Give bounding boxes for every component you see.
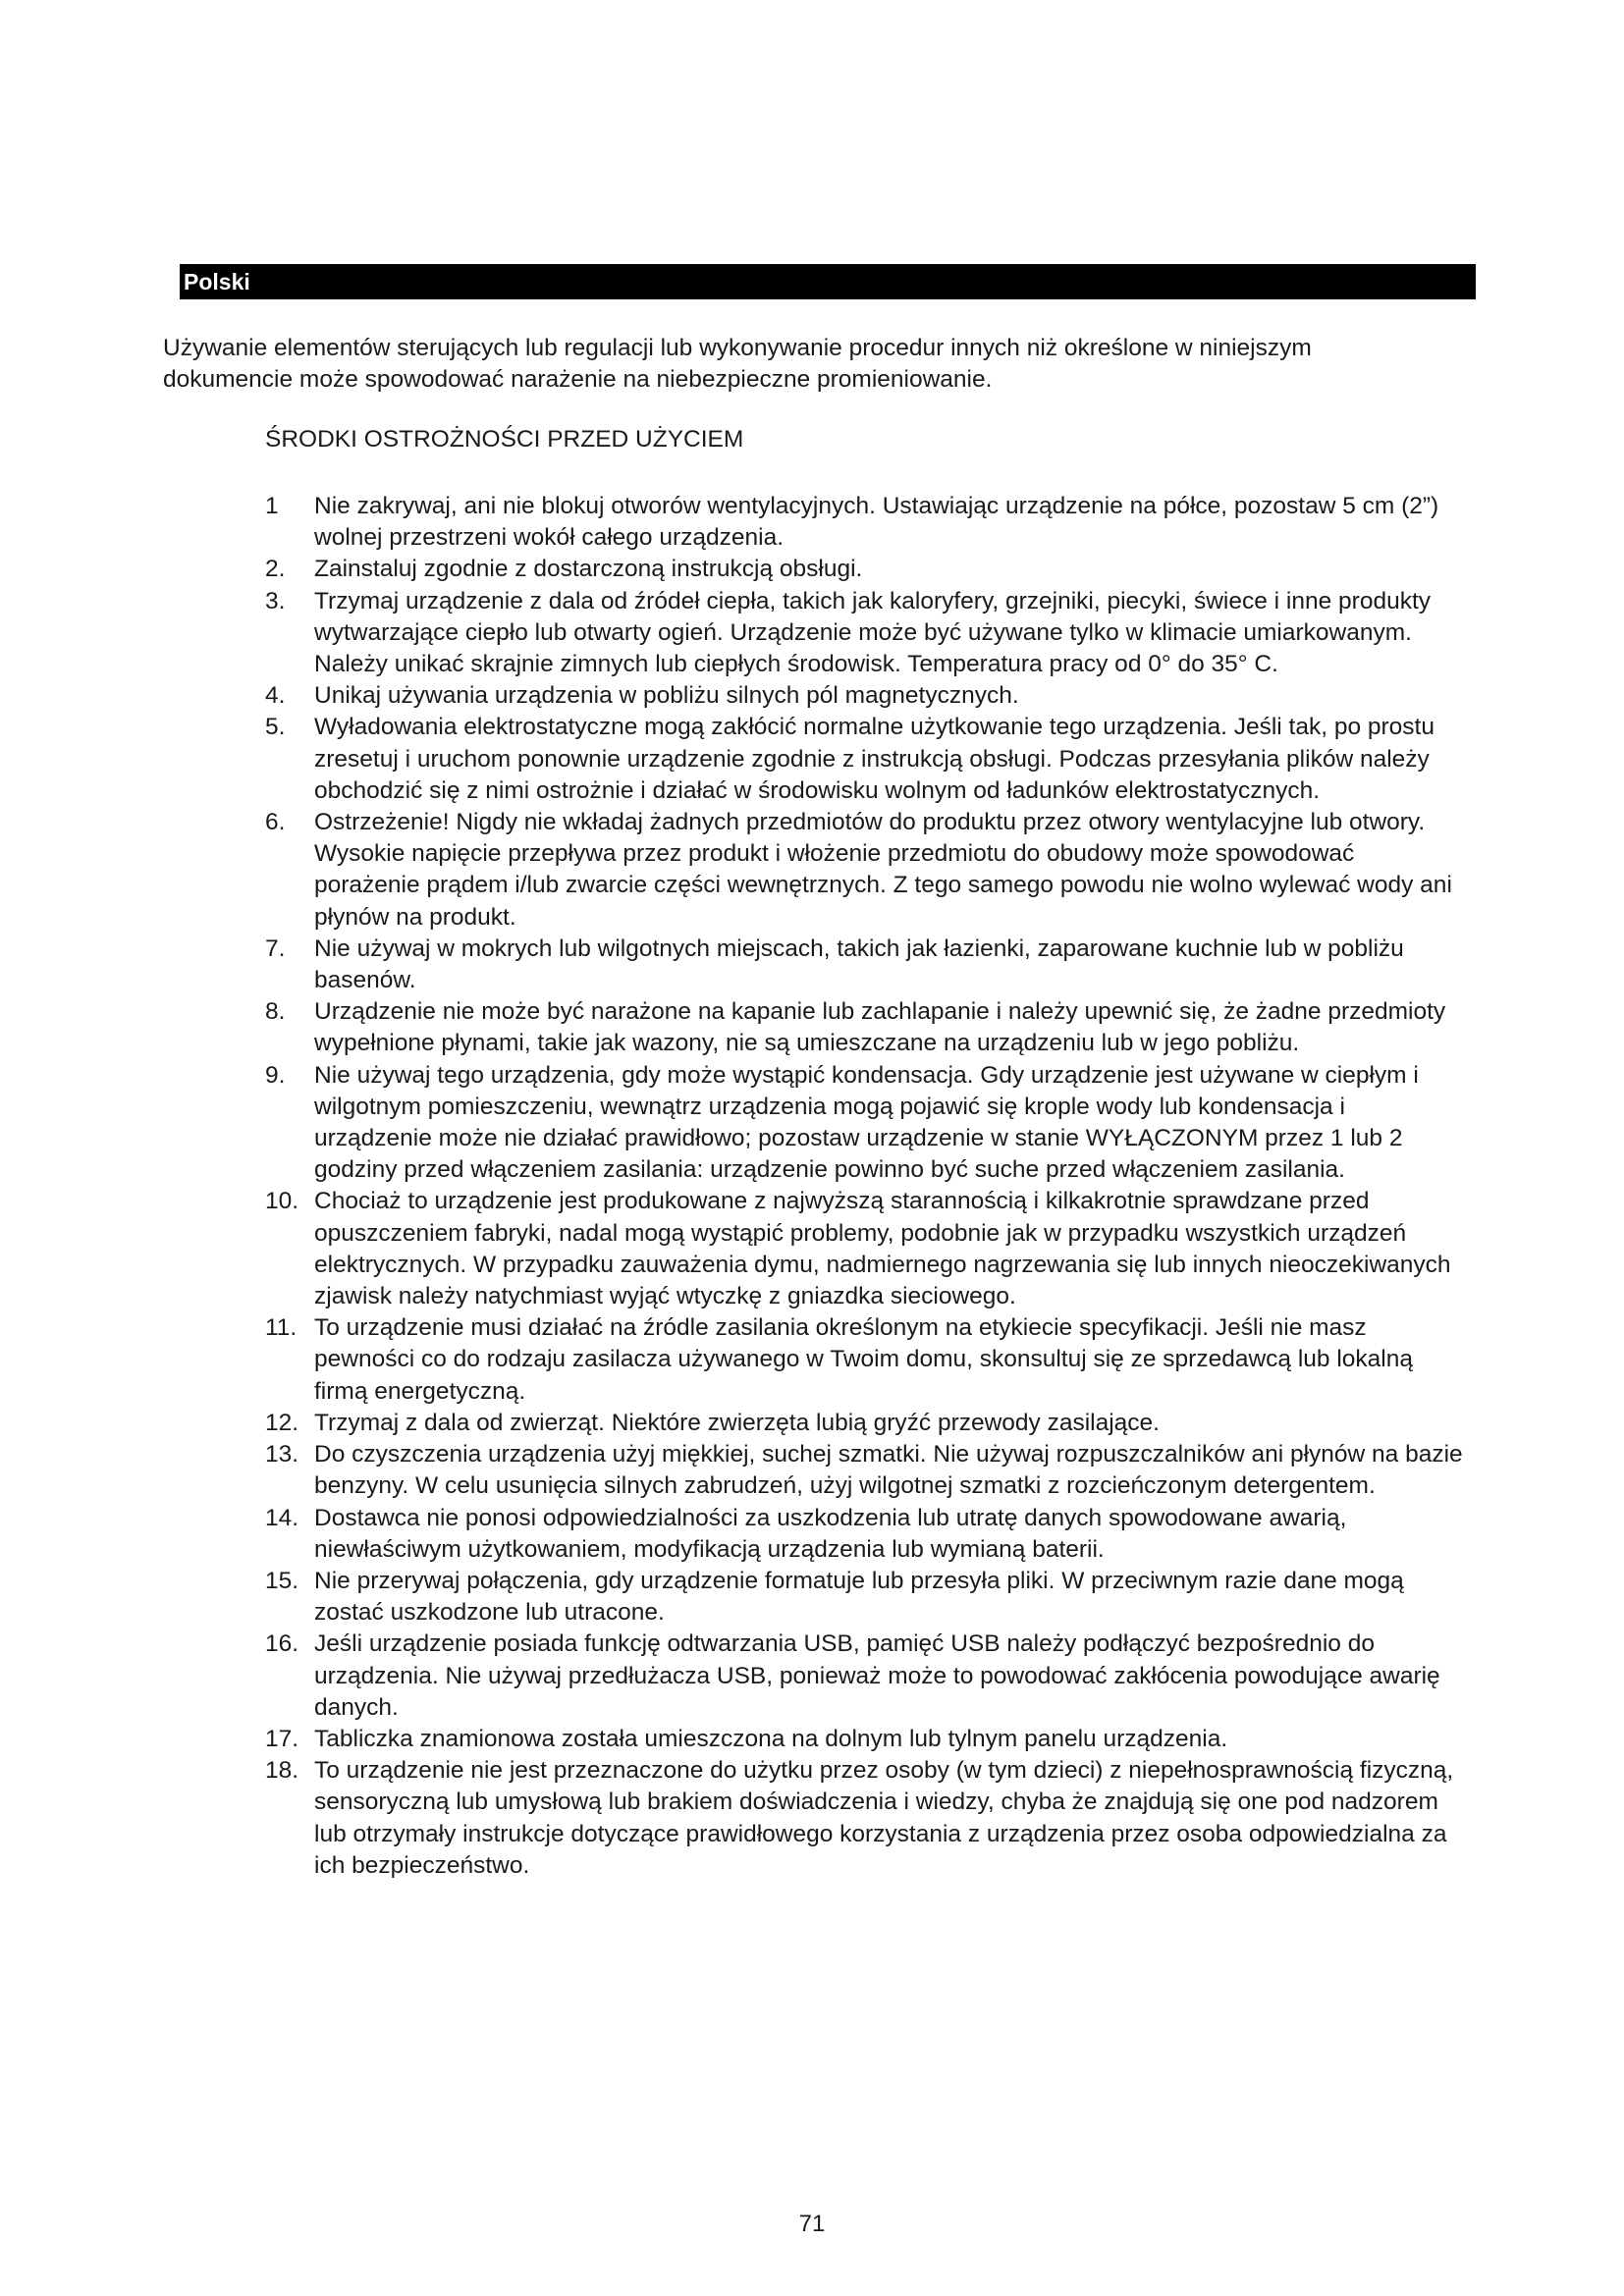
- list-item: [265, 712, 1463, 807]
- list-item-text: Do czyszczenia urządzenia użyj miękkiej, suchej szmatki. Nie używaj rozpuszczalników ani płynów na bazie benzyny. W celu usunięcia silnych zabrudzeń, użyj wilgotnej szmatki z rozcieńczonym detergentem.: [314, 1441, 1463, 1500]
- list-item: [265, 1503, 1463, 1566]
- section-heading: ŚRODKI OSTROŻNOŚCI PRZED UŻYCIEM: [265, 426, 744, 453]
- list-item: [265, 1566, 1463, 1629]
- list-item: [265, 680, 1463, 712]
- list-item-text: Nie używaj w mokrych lub wilgotnych miejscach, takich jak łazienki, zaparowane kuchnie lub w pobliżu basenów.: [314, 934, 1404, 994]
- list-item-number: 1: [265, 493, 279, 519]
- list-item-text: Unikaj używania urządzenia w pobliżu silnych pól magnetycznych.: [314, 682, 1019, 710]
- list-item-text: Tabliczka znamionowa została umieszczona na dolnym lub tylnym panelu urządzenia.: [314, 1725, 1228, 1752]
- list-item-text: Trzymaj z dala od zwierząt. Niektóre zwierzęta lubią gryźć przewody zasilające.: [314, 1409, 1160, 1436]
- list-item-number: 17.: [265, 1725, 299, 1752]
- list-item-text: Jeśli urządzenie posiada funkcję odtwarzania USB, pamięć USB należy podłączyć bezpośrednio do urządzenia. Nie używaj przedłużacza USB, ponieważ może to powodować zakłócenia powodujące awarię danych.: [314, 1630, 1440, 1721]
- list-item: [265, 1629, 1463, 1724]
- precautions-list: [265, 491, 1463, 1882]
- list-item: [265, 491, 1463, 554]
- list-item-text: Trzymaj urządzenie z dala od źródeł ciepła, takich jak kaloryfery, grzejniki, piecyki, świece i inne produkty wytwarzające ciepło lub otwarty ogień. Urządzenie może być używane tylko w klimacie umiarkowanym. Należy unikać skrajnie zimnych lub ciepłych środowisk. Temperatura pracy od 0° do 35° C.: [314, 587, 1432, 678]
- list-item-text: Urządzenie nie może być narażone na kapanie lub zachlapanie i należy upewnić się, że żadne przedmioty wypełnione płynami, takie jak wazony, nie są umieszczane na urządzeniu lub w jego pobliżu.: [314, 998, 1446, 1057]
- list-item: [265, 1408, 1463, 1439]
- list-item: [265, 1755, 1463, 1882]
- list-item-number: 13.: [265, 1441, 299, 1468]
- list-item-text: Nie używaj tego urządzenia, gdy może wystąpić kondensacja. Gdy urządzenie jest używane w ciepłym i wilgotnym pomieszczeniu, wewnątrz urządzenia mogą pojawić się krople wody lub kondensacja i urządzenie może nie działać prawidłowo; pozostaw urządzenie w stanie WYŁĄCZONYM przez 1 lub 2 godziny przed włączeniem zasilania: urządzenie powinno być suche przed włączeniem zasilania.: [314, 1061, 1419, 1184]
- list-item: [265, 1439, 1463, 1502]
- language-label: Polski: [184, 269, 250, 294]
- list-item-number: 2.: [265, 556, 286, 583]
- list-item: [265, 1312, 1463, 1408]
- list-item-number: 8.: [265, 998, 286, 1026]
- page-number: 71: [798, 2211, 826, 2237]
- list-item-number: 14.: [265, 1504, 299, 1531]
- list-item-number: 12.: [265, 1409, 299, 1436]
- list-item-text: Dostawca nie ponosi odpowiedzialności za uszkodzenia lub utratę danych spowodowane awarią, niewłaściwym użytkowaniem, modyfikacją urządzenia lub wymianą baterii.: [314, 1504, 1347, 1563]
- list-item-text: Nie zakrywaj, ani nie blokuj otworów wentylacyjnych. Ustawiając urządzenie na półce, pozostaw 5 cm (2”) wolnej przestrzeni wokół całego urządzenia.: [314, 493, 1439, 552]
- intro-paragraph: Używanie elementów sterujących lub regulacji lub wykonywanie procedur innych niż określone w niniejszym dokumencie może spowodować narażenie na niebezpieczne promieniowanie.: [163, 335, 1312, 393]
- list-item: [265, 934, 1463, 996]
- list-item-number: 4.: [265, 682, 286, 710]
- list-item-text: To urządzenie musi działać na źródle zasilania określonym na etykiecie specyfikacji. Jeśli nie masz pewności co do rodzaju zasilacza używanego w Twoim domu, skonsultuj się ze sprzedawcą lub lokalną firmą energetyczną.: [314, 1314, 1413, 1405]
- list-item-number: 7.: [265, 934, 286, 962]
- list-item: [265, 807, 1463, 934]
- list-item-number: 11.: [265, 1314, 298, 1342]
- list-item-text: Wyładowania elektrostatyczne mogą zakłócić normalne użytkowanie tego urządzenia. Jeśli tak, po prostu zresetuj i uruchom ponownie urządzenie zgodnie z instrukcją obsługi. Podczas przesyłania plików należy obchodzić się z nimi ostrożnie i działać w środowisku wolnym od ładunków elektrostatycznych.: [314, 714, 1435, 804]
- list-item-number: 3.: [265, 587, 286, 614]
- list-item-text: Chociaż to urządzenie jest produkowane z najwyższą starannością i kilkakrotnie sprawdzane przed opuszczeniem fabryki, nadal mogą wystąpić problemy, podobnie jak w przypadku wszystkich urządzeń elektrycznych. W przypadku zauważenia dymu, nadmiernego nagrzewania się lub innych nieoczekiwanych zjawisk należy natychmiast wyjąć wtyczkę z gniazdka sieciowego.: [314, 1188, 1451, 1310]
- language-header-bar: [180, 264, 1476, 299]
- list-item: [265, 1186, 1463, 1312]
- list-item-number: 9.: [265, 1061, 286, 1089]
- list-item: [265, 1060, 1463, 1187]
- list-item: [265, 586, 1463, 681]
- list-item: [265, 996, 1463, 1059]
- list-item-number: 16.: [265, 1630, 299, 1658]
- list-item-text: To urządzenie nie jest przeznaczone do użytku przez osoby (w tym dzieci) z niepełnosprawnością fizyczną, sensoryczną lub umysłową lub brakiem doświadczenia i wiedzy, chyba że znajdują się one pod nadzorem lub otrzymały instrukcje dotyczące prawidłowego korzystania z urządzenia przez osoba odpowiedzialna za ich bezpieczeństwo.: [314, 1757, 1454, 1879]
- list-item-text: Ostrzeżenie! Nigdy nie wkładaj żadnych przedmiotów do produktu przez otwory wentylacyjne lub otwory. Wysokie napięcie przepływa przez produkt i włożenie przedmiotu do obudowy może spowodować porażenie prądem i/lub zwarcie części wewnętrznych. Z tego samego powodu nie wolno wylewać wody ani płynów na produkt.: [314, 809, 1452, 931]
- list-item-text: Zainstaluj zgodnie z dostarczoną instrukcją obsługi.: [314, 556, 863, 583]
- list-item: [265, 1724, 1463, 1755]
- list-item-number: 18.: [265, 1757, 299, 1785]
- list-item-number: 15.: [265, 1567, 299, 1594]
- list-item: [265, 554, 1463, 585]
- list-item-number: 10.: [265, 1188, 299, 1215]
- list-item-number: 5.: [265, 714, 286, 741]
- list-item-text: Nie przerywaj połączenia, gdy urządzenie formatuje lub przesyła pliki. W przeciwnym razie dane mogą zostać uszkodzone lub utracone.: [314, 1567, 1404, 1627]
- list-item-number: 6.: [265, 809, 286, 836]
